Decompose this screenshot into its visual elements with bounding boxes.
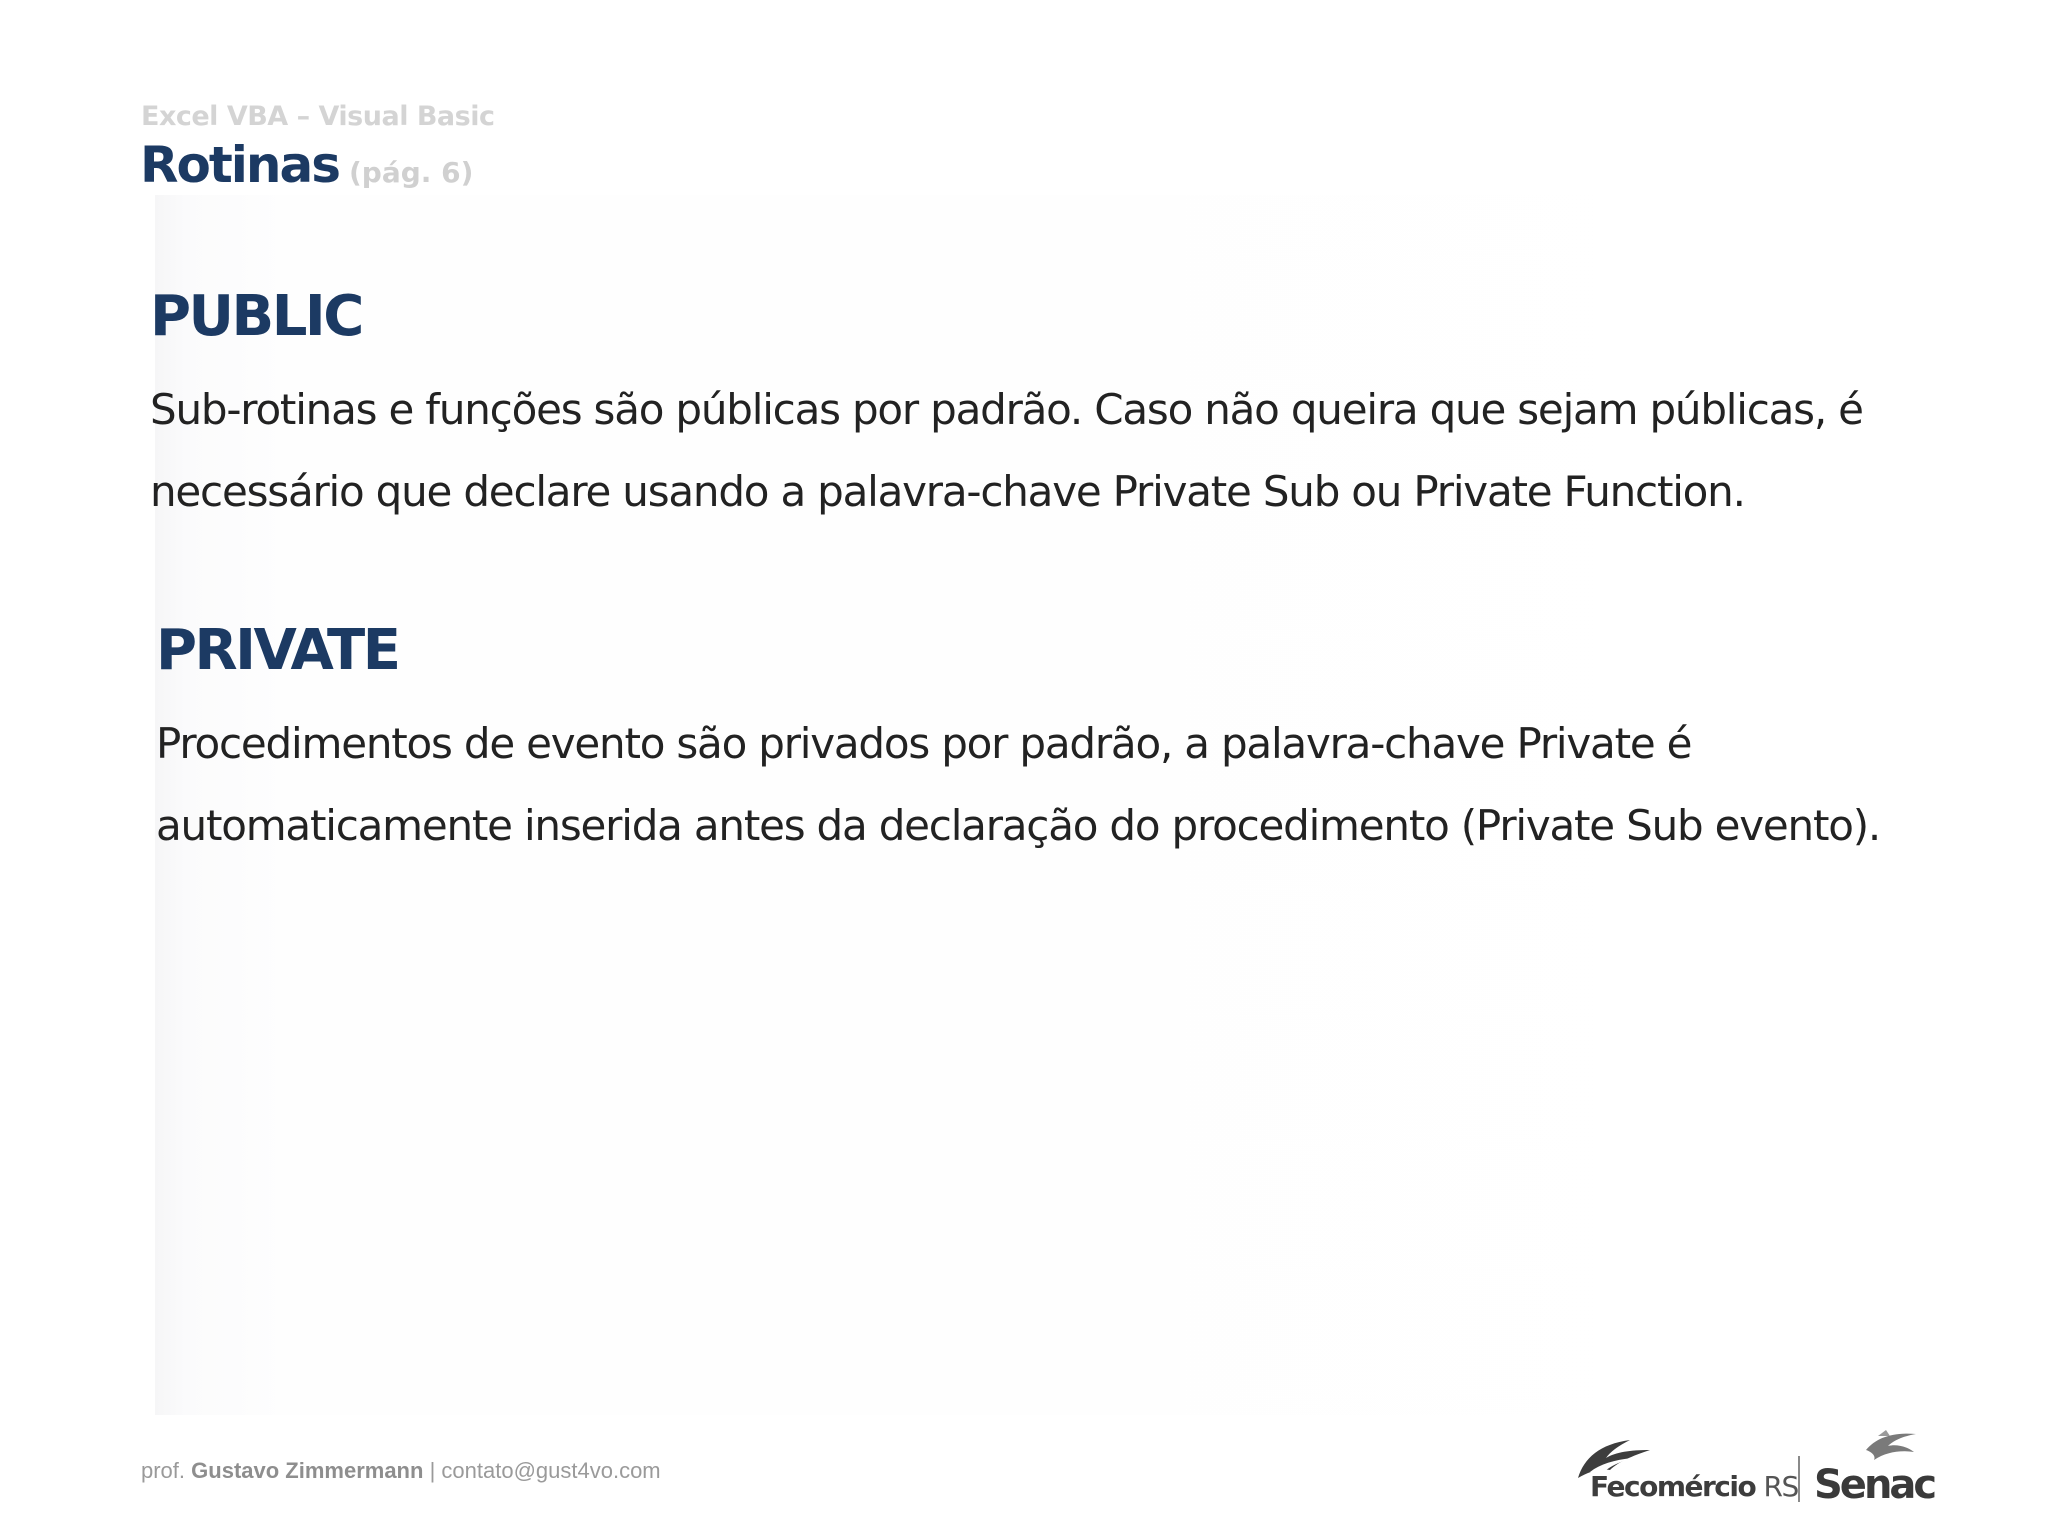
section-heading-private: PRIVATE [156,618,399,683]
fecomercio-suffix: RS [1763,1470,1798,1503]
section-body-public: Sub-rotinas e funções são públicas por padrão. Caso não queira que sejam públicas, é necessário que declare usando a palavra-chave Private Sub ou Private Function. [150,385,1863,516]
footer-email: contato@gust4vo.com [441,1458,661,1483]
page-reference: (pág. 6) [349,156,474,189]
footer-separator: | [429,1458,436,1483]
section-body-private: Procedimentos de evento são privados por padrão, a palavra-chave Private é automaticamente inserida antes da declaração do procedimento (Private Sub evento). [156,719,1881,850]
page-title-row [140,136,473,194]
section-heading-public: PUBLIC [150,284,362,349]
senac-logo [1814,1420,1935,1510]
course-subject: Excel VBA – Visual Basic [141,101,495,132]
fecomercio-logo [1570,1420,1798,1510]
footer-logos [1570,1420,1935,1510]
senac-bird-icon [1864,1428,1918,1462]
footer-prof-name: Gustavo Zimmermann [191,1458,424,1483]
senac-wordmark: Senac [1814,1462,1935,1508]
fecomercio-wordmark [1590,1470,1798,1503]
logo-divider [1798,1456,1800,1502]
page-title: Rotinas [140,136,339,194]
footer-prof-prefix: prof. [141,1458,186,1483]
fecomercio-name: Fecomércio [1590,1470,1756,1503]
footer-credit [141,1458,661,1484]
